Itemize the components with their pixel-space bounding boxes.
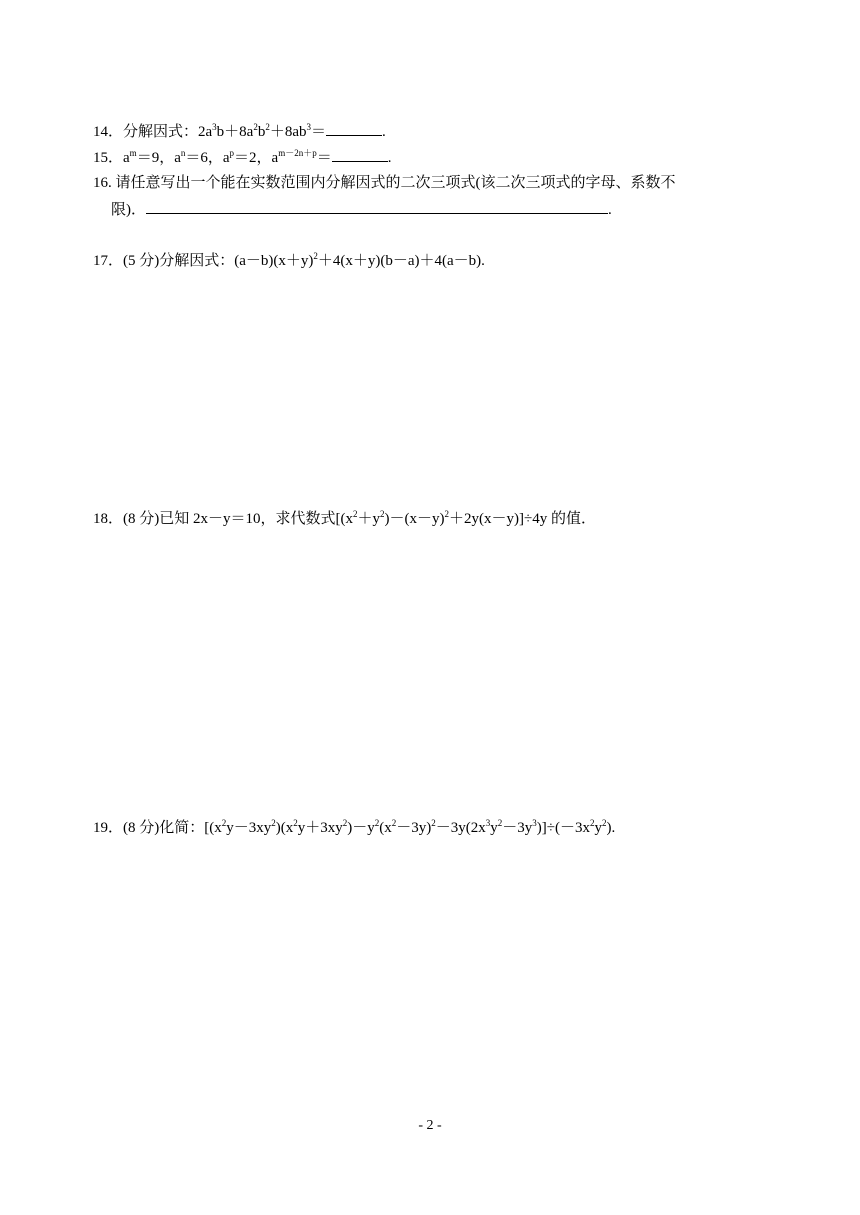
q19-sup: 3 [485, 818, 491, 828]
q19-text: －3y) [396, 820, 432, 836]
q17-text: ＋4(x＋y)(b－a)＋4(a－b). [317, 253, 485, 269]
q15-text: ＝9，a [136, 150, 181, 166]
q16-text: . [608, 202, 612, 218]
q18-text: ＋y [357, 511, 380, 527]
q15-sup: p [229, 148, 235, 158]
q14-text: b [257, 124, 266, 140]
q19-text: －3y [502, 820, 533, 836]
q18-text: )－(x－y) [384, 511, 445, 527]
q15-sup: m－2n＋p [278, 148, 317, 158]
q18-text: 18．(8 分)已知 2x－y＝10，求代数式[(x [93, 511, 353, 527]
q19-text: y＋3xy [297, 820, 343, 836]
q14-sup: 2 [253, 122, 258, 132]
q19-text: ). [606, 820, 616, 836]
q15-text: ＝ [316, 150, 332, 166]
q15-answer-blank[interactable] [332, 147, 388, 162]
q14-answer-blank[interactable] [326, 121, 382, 136]
q14-sup: 2 [265, 122, 270, 132]
q19-text: )－y [347, 820, 375, 836]
q14-text: 14．分解因式：2a [93, 124, 213, 140]
q14-text: ＝ [311, 124, 327, 140]
question-16-line-2 [111, 199, 612, 220]
q19-text: (x [379, 820, 392, 836]
q19-sup: 2 [602, 818, 607, 828]
q14-text: b＋8a [216, 124, 254, 140]
question-16-line-1: 16. 请任意写出一个能在实数范围内分解因式的二次三项式(该二次三项式的字母、系数不 [93, 175, 676, 191]
q15-text: ＝2，a [234, 150, 279, 166]
q19-sup: 3 [532, 818, 537, 828]
q16-text: 限)． [111, 202, 146, 218]
q19-text: y [490, 820, 498, 836]
q17-text: 17．(5 分)分解因式：(a－b)(x＋y) [93, 253, 314, 269]
question-15 [93, 147, 391, 168]
page-number: - 2 - [418, 1118, 442, 1133]
q18-text: ＋2y(x－y)]÷4y 的值． [449, 511, 596, 527]
question-17 [93, 251, 485, 271]
q14-sup: 3 [306, 122, 312, 132]
q15-sup: n [180, 148, 186, 158]
q19-text: y [594, 820, 602, 836]
q19-sup: 2 [271, 818, 276, 828]
q14-text: . [382, 124, 386, 140]
q19-sup: 2 [342, 818, 348, 828]
q19-text: 19．(8 分)化简：[(x [93, 820, 222, 836]
q19-sup: 2 [391, 818, 397, 828]
q18-sup: 2 [352, 509, 358, 519]
question-14 [93, 121, 386, 142]
q15-text: . [387, 150, 392, 166]
q19-text: －3y(2x [435, 820, 486, 836]
q14-sup: 3 [212, 122, 217, 132]
q19-sup: 2 [293, 818, 298, 828]
q15-text: 15．a [93, 150, 130, 166]
question-18 [93, 509, 596, 529]
q19-sup: 2 [431, 818, 436, 828]
q14-text: ＋8ab [269, 124, 307, 140]
q19-text: y－3xy [226, 820, 272, 836]
q19-text: )(x [275, 820, 294, 836]
question-19 [93, 818, 615, 838]
q17-sup: 2 [313, 251, 318, 261]
q18-sup: 2 [444, 509, 449, 519]
q19-text: )]÷(－3x [536, 820, 590, 836]
q19-sup: 2 [374, 818, 380, 828]
q19-sup: 2 [221, 818, 227, 828]
q18-sup: 2 [380, 509, 385, 519]
q15-sup: m [129, 148, 137, 158]
q16-answer-blank[interactable] [146, 199, 608, 214]
q19-sup: 2 [497, 818, 503, 828]
q19-sup: 2 [590, 818, 595, 828]
q15-text: ＝6，a [185, 150, 230, 166]
